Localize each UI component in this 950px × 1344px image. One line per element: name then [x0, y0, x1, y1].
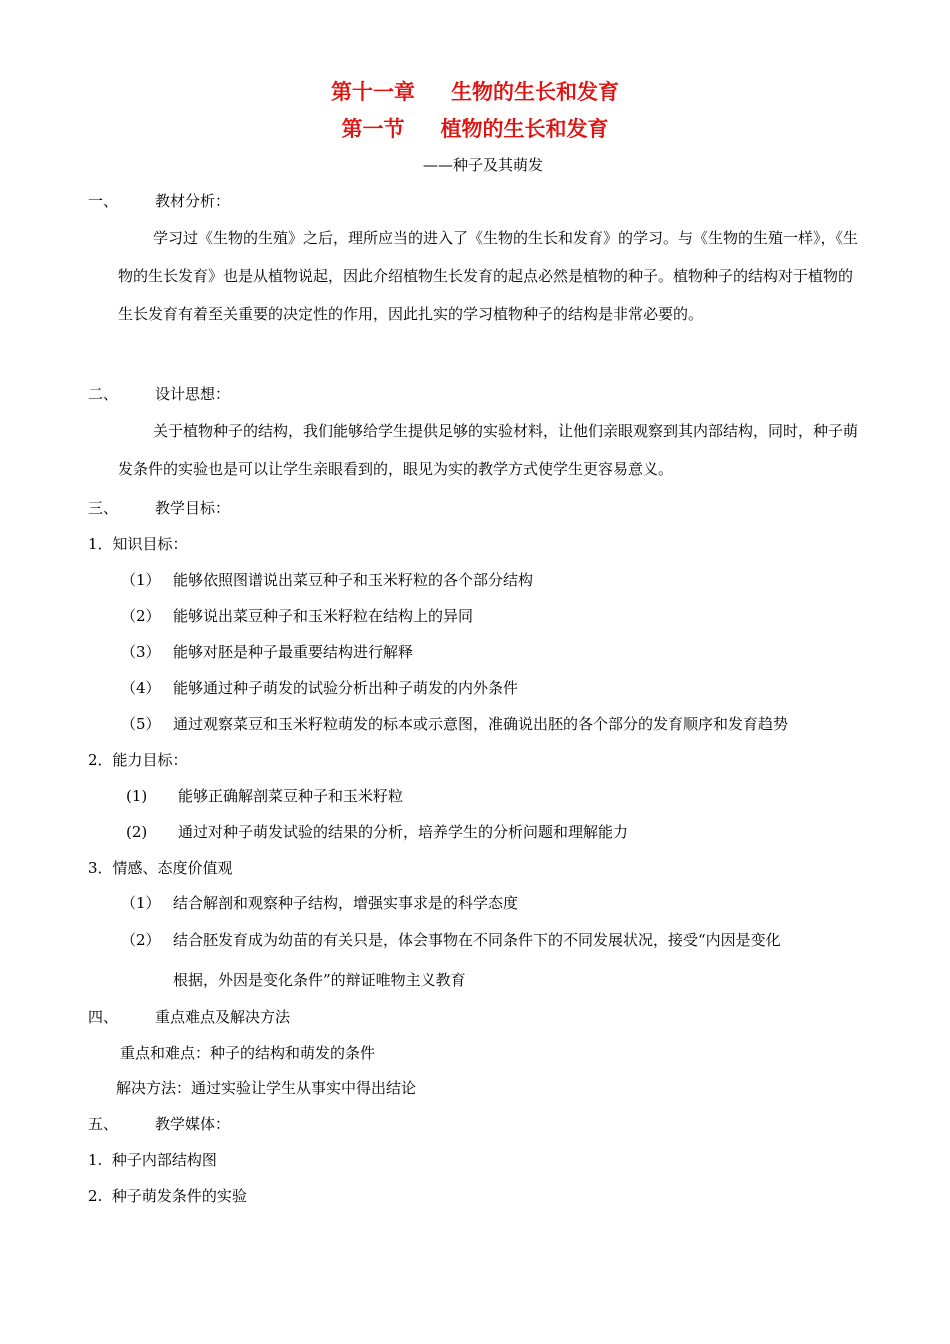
list-item-number: （2） — [121, 931, 161, 949]
section-number: 第一节 — [341, 117, 405, 141]
section-4-number: 四、 — [88, 1008, 119, 1026]
section-3-number: 三、 — [88, 499, 119, 517]
list-item-number: （5） — [121, 715, 161, 733]
section-3-heading: 教学目标： — [155, 499, 231, 517]
section-2-body: 关于植物种子的结构，我们能够给学生提供足够的实验材料，让他们亲眼观察到其内部结构，同时，种子萌发条件的实验也是可以让学生亲眼看到的，眼见为实的教学方式使学生更容易意义。 — [118, 422, 859, 478]
list-item-number: (2) — [126, 823, 148, 841]
section-1-number: 一、 — [88, 192, 119, 210]
list-item — [126, 822, 628, 842]
list-item — [121, 930, 781, 950]
list-item — [121, 893, 518, 913]
section-name: 植物的生长和发育 — [440, 117, 609, 141]
media-item: 2. 种子萌发条件的实验 — [88, 1187, 247, 1205]
key-points-line: 重点和难点：种子的结构和萌发的条件 — [120, 1044, 376, 1062]
list-item — [121, 570, 533, 590]
section-1-heading: 教材分析： — [155, 192, 231, 210]
list-item-text: 结合胚发育成为幼苗的有关只是，体会事物在不同条件下的不同发展状况，接受“内因是变化 — [173, 931, 781, 949]
chapter-number: 第十一章 — [331, 80, 415, 104]
list-item-text: 通过观察菜豆和玉米籽粒萌发的标本或示意图，准确说出胚的各个部分的发育顺序和发育趋势 — [173, 715, 789, 733]
list-item-number: （3） — [121, 643, 161, 661]
list-item-text: 能够通过种子萌发的试验分析出种子萌发的内外条件 — [173, 679, 519, 697]
list-item-text: 能够正确解剖菜豆种子和玉米籽粒 — [178, 787, 404, 805]
list-item-number: （2） — [121, 607, 161, 625]
list-item — [121, 714, 788, 734]
list-item-number: (1) — [126, 787, 148, 805]
section-5-heading: 教学媒体： — [155, 1115, 231, 1133]
list-item — [121, 678, 518, 698]
list-item-number: （1） — [121, 571, 161, 589]
solution-line: 解决方法：通过实验让学生从事实中得出结论 — [116, 1079, 417, 1097]
list-item-text: 通过对种子萌发试验的结果的分析，培养学生的分析问题和理解能力 — [178, 823, 629, 841]
list-item — [121, 642, 413, 662]
list-item-text: 能够说出菜豆种子和玉米籽粒在结构上的异同 — [173, 607, 474, 625]
list-item — [121, 606, 473, 626]
attitude-goals-label: 3．情感、态度价值观 — [88, 859, 233, 877]
section-title — [0, 115, 950, 143]
list-item-text: 能够依照图谱说出菜豆种子和玉米籽粒的各个部分结构 — [173, 571, 534, 589]
list-item-text: 能够对胚是种子最重要结构进行解释 — [173, 643, 414, 661]
ability-goals-label: 2．能力目标： — [88, 751, 188, 769]
list-item-number: （1） — [121, 894, 161, 912]
subtitle: ——种子及其萌发 — [423, 156, 544, 174]
list-item-text: 结合解剖和观察种子结构，增强实事求是的科学态度 — [173, 894, 519, 912]
list-item-continuation: 根据，外因是变化条件”的辩证唯物主义教育 — [173, 971, 466, 989]
knowledge-goals-label: 1．知识目标： — [88, 535, 188, 553]
section-2-number: 二、 — [88, 385, 119, 403]
section-4-heading: 重点难点及解决方法 — [155, 1008, 291, 1026]
list-item-number: （4） — [121, 679, 161, 697]
section-2-heading: 设计思想： — [155, 385, 231, 403]
section-1-body: 学习过《生物的生殖》之后，理所应当的进入了《生物的生长和发育》的学习。与《生物的生殖一样》，《生物的生长发育》也是从植物说起，因此介绍植物生长发育的起点必然是植物的种子。植物种子的结构对于植物的生长发育有着至关重要的决定性的作用，因此扎实的学习植物种子的结构是非常必要的。 — [118, 229, 859, 323]
chapter-name: 生物的生长和发育 — [451, 80, 619, 104]
list-item — [126, 786, 403, 806]
chapter-title — [0, 78, 950, 106]
media-item: 1. 种子内部结构图 — [88, 1151, 217, 1169]
section-5-number: 五、 — [88, 1115, 119, 1133]
